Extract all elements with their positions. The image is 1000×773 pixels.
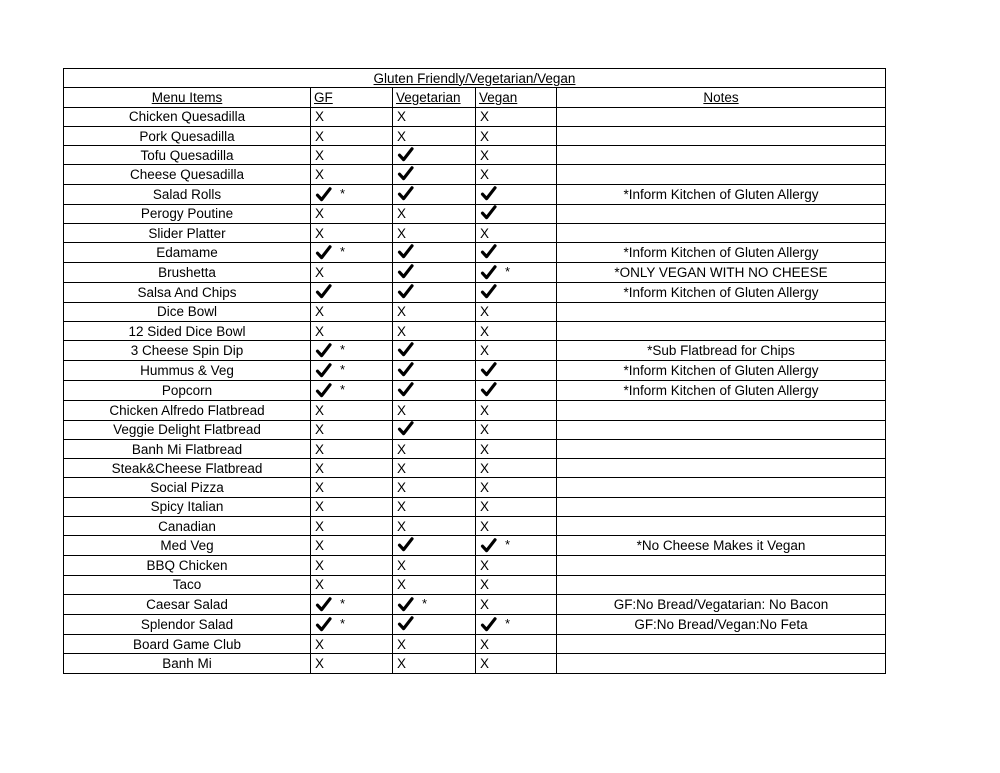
gf-cell [311, 459, 393, 478]
checkmark-icon [315, 617, 332, 632]
table-row [64, 283, 886, 302]
vegetarian-cell [393, 283, 476, 302]
gf-cell [311, 341, 393, 361]
table-row [64, 302, 886, 321]
x-mark: X [397, 577, 407, 593]
x-mark: X [315, 109, 325, 125]
checkmark-icon [480, 617, 497, 632]
notes-cell: *Inform Kitchen of Gluten Allergy [557, 184, 886, 204]
x-mark: X [315, 655, 325, 671]
x-mark: X [315, 304, 325, 320]
x-mark: X [315, 402, 325, 418]
vegetarian-cell [393, 165, 476, 184]
vegetarian-cell [393, 126, 476, 145]
table-title: Gluten Friendly/Vegetarian/Vegan [64, 69, 886, 88]
vegetarian-cell [393, 634, 476, 653]
notes-cell [557, 517, 886, 536]
notes-cell: *Inform Kitchen of Gluten Allergy [557, 361, 886, 381]
header-vegetarian: Vegetarian [393, 88, 476, 107]
gf-cell [311, 204, 393, 223]
x-mark: X [315, 167, 325, 183]
checkmark-icon [315, 284, 332, 299]
notes-cell: *ONLY VEGAN WITH NO CHEESE [557, 263, 886, 283]
vegan-cell [476, 341, 557, 361]
checkmark-icon [315, 363, 332, 378]
table-row [64, 126, 886, 145]
vegan-cell [476, 146, 557, 165]
vegan-cell [476, 107, 557, 126]
x-mark: X [397, 518, 407, 534]
menu-item-name: Edamame [64, 243, 311, 263]
x-mark: X [397, 655, 407, 671]
header-gf: GF [311, 88, 393, 107]
vegetarian-cell [393, 478, 476, 497]
notes-cell [557, 321, 886, 340]
gf-cell [311, 497, 393, 516]
x-mark: X [315, 323, 325, 339]
checkmark-icon [315, 597, 332, 612]
table-row [64, 478, 886, 497]
table-row [64, 634, 886, 653]
note-asterisk: * [340, 185, 346, 201]
table-row [64, 556, 886, 575]
vegetarian-cell [393, 594, 476, 614]
vegan-cell [476, 536, 557, 556]
x-mark: X [315, 225, 325, 241]
vegetarian-cell [393, 243, 476, 263]
x-mark: X [480, 636, 490, 652]
header-vegan: Vegan [476, 88, 557, 107]
vegetarian-cell [393, 381, 476, 401]
vegetarian-cell [393, 204, 476, 223]
vegetarian-cell [393, 556, 476, 575]
menu-item-name: Brushetta [64, 263, 311, 283]
dietary-menu-table [63, 68, 886, 674]
menu-item-name: Chicken Alfredo Flatbread [64, 401, 311, 420]
note-asterisk: * [422, 595, 428, 611]
gf-cell [311, 224, 393, 243]
gf-cell [311, 594, 393, 614]
menu-item-name: Cheese Quesadilla [64, 165, 311, 184]
table-row [64, 165, 886, 184]
menu-item-name: Banh Mi Flatbread [64, 439, 311, 458]
gf-cell [311, 302, 393, 321]
x-mark: X [397, 128, 407, 144]
notes-cell [557, 302, 886, 321]
vegetarian-cell [393, 224, 476, 243]
menu-item-name: 3 Cheese Spin Dip [64, 341, 311, 361]
table-row [64, 439, 886, 458]
vegetarian-cell [393, 517, 476, 536]
menu-item-name: Pork Quesadilla [64, 126, 311, 145]
checkmark-icon [397, 616, 414, 631]
notes-cell: *Inform Kitchen of Gluten Allergy [557, 381, 886, 401]
x-mark: X [480, 323, 490, 339]
menu-item-name: Canadian [64, 517, 311, 536]
x-mark: X [397, 441, 407, 457]
x-mark: X [480, 480, 490, 496]
x-mark: X [480, 655, 490, 671]
x-mark: X [315, 147, 325, 163]
gf-cell [311, 634, 393, 653]
checkmark-icon [480, 284, 497, 299]
checkmark-icon [397, 537, 414, 552]
table-row [64, 654, 886, 673]
vegetarian-cell [393, 146, 476, 165]
x-mark: X [315, 499, 325, 515]
checkmark-icon [480, 382, 497, 397]
notes-cell: *Sub Flatbread for Chips [557, 341, 886, 361]
table-row [64, 243, 886, 263]
vegetarian-cell [393, 439, 476, 458]
note-asterisk: * [505, 537, 511, 553]
gf-cell [311, 243, 393, 263]
notes-cell [557, 420, 886, 439]
x-mark: X [480, 167, 490, 183]
vegan-cell [476, 126, 557, 145]
x-mark: X [397, 323, 407, 339]
notes-cell: *Inform Kitchen of Gluten Allergy [557, 283, 886, 302]
gf-cell [311, 283, 393, 302]
checkmark-icon [397, 342, 414, 357]
x-mark: X [315, 460, 325, 476]
table-row [64, 459, 886, 478]
x-mark: X [480, 518, 490, 534]
menu-item-name: Veggie Delight Flatbread [64, 420, 311, 439]
gf-cell [311, 263, 393, 283]
notes-cell [557, 459, 886, 478]
header-notes: Notes [557, 88, 886, 107]
notes-cell: GF:No Bread/Vegatarian: No Bacon [557, 594, 886, 614]
x-mark: X [397, 460, 407, 476]
gf-cell [311, 536, 393, 556]
vegetarian-cell [393, 497, 476, 516]
vegan-cell [476, 243, 557, 263]
gf-cell [311, 107, 393, 126]
gf-cell [311, 654, 393, 673]
vegan-cell [476, 204, 557, 223]
x-mark: X [397, 636, 407, 652]
x-mark: X [480, 596, 490, 612]
x-mark: X [480, 147, 490, 163]
table-row [64, 497, 886, 516]
note-asterisk: * [505, 615, 511, 631]
menu-item-name: Chicken Quesadilla [64, 107, 311, 126]
gf-cell [311, 575, 393, 594]
notes-cell: GF:No Bread/Vegan:No Feta [557, 614, 886, 634]
x-mark: X [480, 422, 490, 438]
vegetarian-cell [393, 321, 476, 340]
x-mark: X [315, 538, 325, 554]
checkmark-icon [480, 538, 497, 553]
vegetarian-cell [393, 184, 476, 204]
vegan-cell [476, 575, 557, 594]
menu-item-name: Social Pizza [64, 478, 311, 497]
menu-item-name: Spicy Italian [64, 497, 311, 516]
checkmark-icon [397, 264, 414, 279]
note-asterisk: * [340, 362, 346, 378]
checkmark-icon [397, 284, 414, 299]
vegan-cell [476, 224, 557, 243]
notes-cell [557, 165, 886, 184]
checkmark-icon [397, 166, 414, 181]
table-row [64, 361, 886, 381]
vegetarian-cell [393, 654, 476, 673]
checkmark-icon [480, 244, 497, 259]
checkmark-icon [397, 421, 414, 436]
table-row [64, 224, 886, 243]
menu-item-name: Steak&Cheese Flatbread [64, 459, 311, 478]
vegan-cell [476, 283, 557, 302]
vegetarian-cell [393, 107, 476, 126]
note-asterisk: * [340, 615, 346, 631]
vegan-cell [476, 361, 557, 381]
x-mark: X [480, 557, 490, 573]
title-row [64, 69, 886, 88]
gf-cell [311, 614, 393, 634]
menu-item-name: Perogy Poutine [64, 204, 311, 223]
table-row [64, 614, 886, 634]
x-mark: X [480, 128, 490, 144]
note-asterisk: * [340, 382, 346, 398]
x-mark: X [480, 577, 490, 593]
table-row [64, 146, 886, 165]
menu-item-name: Tofu Quesadilla [64, 146, 311, 165]
x-mark: X [315, 441, 325, 457]
table-row [64, 184, 886, 204]
x-mark: X [315, 557, 325, 573]
menu-item-name: Banh Mi [64, 654, 311, 673]
menu-item-name: Splendor Salad [64, 614, 311, 634]
notes-cell [557, 204, 886, 223]
vegetarian-cell [393, 361, 476, 381]
gf-cell [311, 556, 393, 575]
vegan-cell [476, 654, 557, 673]
table-row [64, 341, 886, 361]
note-asterisk: * [505, 264, 511, 280]
checkmark-icon [315, 187, 332, 202]
table-row [64, 420, 886, 439]
vegetarian-cell [393, 263, 476, 283]
gf-cell [311, 401, 393, 420]
vegetarian-cell [393, 459, 476, 478]
notes-cell [557, 556, 886, 575]
x-mark: X [480, 402, 490, 418]
checkmark-icon [397, 147, 414, 162]
vegan-cell [476, 321, 557, 340]
checkmark-icon [480, 205, 497, 220]
table-row [64, 594, 886, 614]
vegan-cell [476, 497, 557, 516]
menu-item-name: Dice Bowl [64, 302, 311, 321]
checkmark-icon [397, 362, 414, 377]
table-row [64, 107, 886, 126]
note-asterisk: * [340, 595, 346, 611]
x-mark: X [480, 304, 490, 320]
x-mark: X [315, 265, 325, 281]
vegetarian-cell [393, 575, 476, 594]
vegan-cell [476, 517, 557, 536]
header-row [64, 88, 886, 107]
x-mark: X [315, 577, 325, 593]
x-mark: X [480, 499, 490, 515]
gf-cell [311, 146, 393, 165]
menu-item-name: Board Game Club [64, 634, 311, 653]
vegan-cell [476, 594, 557, 614]
table-row [64, 517, 886, 536]
x-mark: X [480, 441, 490, 457]
x-mark: X [315, 518, 325, 534]
gf-cell [311, 381, 393, 401]
vegetarian-cell [393, 302, 476, 321]
vegetarian-cell [393, 614, 476, 634]
gf-cell [311, 420, 393, 439]
checkmark-icon [397, 186, 414, 201]
checkmark-icon [480, 186, 497, 201]
header-menu-items: Menu Items [64, 88, 311, 107]
vegan-cell [476, 556, 557, 575]
x-mark: X [480, 225, 490, 241]
checkmark-icon [480, 265, 497, 280]
gf-cell [311, 184, 393, 204]
vegan-cell [476, 263, 557, 283]
vegan-cell [476, 302, 557, 321]
x-mark: X [315, 636, 325, 652]
vegan-cell [476, 420, 557, 439]
notes-cell [557, 634, 886, 653]
x-mark: X [397, 109, 407, 125]
checkmark-icon [315, 383, 332, 398]
vegetarian-cell [393, 341, 476, 361]
x-mark: X [397, 480, 407, 496]
menu-item-name: Taco [64, 575, 311, 594]
vegan-cell [476, 401, 557, 420]
x-mark: X [315, 422, 325, 438]
table-row [64, 204, 886, 223]
checkmark-icon [397, 244, 414, 259]
notes-cell [557, 497, 886, 516]
checkmark-icon [315, 245, 332, 260]
table-row [64, 536, 886, 556]
checkmark-icon [480, 362, 497, 377]
x-mark: X [397, 225, 407, 241]
x-mark: X [397, 557, 407, 573]
gf-cell [311, 439, 393, 458]
menu-item-name: Med Veg [64, 536, 311, 556]
menu-item-name: 12 Sided Dice Bowl [64, 321, 311, 340]
x-mark: X [315, 206, 325, 222]
table-row [64, 401, 886, 420]
notes-cell: *No Cheese Makes it Vegan [557, 536, 886, 556]
x-mark: X [480, 343, 490, 359]
vegan-cell [476, 165, 557, 184]
menu-item-name: Slider Platter [64, 224, 311, 243]
checkmark-icon [315, 343, 332, 358]
gf-cell [311, 321, 393, 340]
notes-cell [557, 654, 886, 673]
menu-item-name: Salsa And Chips [64, 283, 311, 302]
x-mark: X [397, 499, 407, 515]
x-mark: X [397, 402, 407, 418]
note-asterisk: * [340, 342, 346, 358]
x-mark: X [480, 109, 490, 125]
notes-cell [557, 224, 886, 243]
notes-cell [557, 401, 886, 420]
table-row [64, 263, 886, 283]
notes-cell [557, 439, 886, 458]
vegan-cell [476, 459, 557, 478]
note-asterisk: * [340, 244, 346, 260]
gf-cell [311, 517, 393, 536]
x-mark: X [397, 206, 407, 222]
table-row [64, 381, 886, 401]
gf-cell [311, 126, 393, 145]
notes-cell [557, 126, 886, 145]
notes-cell [557, 575, 886, 594]
checkmark-icon [397, 597, 414, 612]
table-row [64, 321, 886, 340]
gf-cell [311, 361, 393, 381]
vegetarian-cell [393, 420, 476, 439]
x-mark: X [397, 304, 407, 320]
vegetarian-cell [393, 536, 476, 556]
vegan-cell [476, 634, 557, 653]
vegan-cell [476, 478, 557, 497]
menu-item-name: BBQ Chicken [64, 556, 311, 575]
vegetarian-cell [393, 401, 476, 420]
menu-item-name: Caesar Salad [64, 594, 311, 614]
vegan-cell [476, 184, 557, 204]
notes-cell [557, 146, 886, 165]
table-row [64, 575, 886, 594]
notes-cell [557, 478, 886, 497]
checkmark-icon [397, 382, 414, 397]
menu-item-name: Salad Rolls [64, 184, 311, 204]
menu-item-name: Popcorn [64, 381, 311, 401]
notes-cell: *Inform Kitchen of Gluten Allergy [557, 243, 886, 263]
x-mark: X [315, 480, 325, 496]
vegan-cell [476, 381, 557, 401]
x-mark: X [480, 460, 490, 476]
x-mark: X [315, 128, 325, 144]
notes-cell [557, 107, 886, 126]
gf-cell [311, 478, 393, 497]
menu-item-name: Hummus & Veg [64, 361, 311, 381]
vegan-cell [476, 439, 557, 458]
gf-cell [311, 165, 393, 184]
vegan-cell [476, 614, 557, 634]
